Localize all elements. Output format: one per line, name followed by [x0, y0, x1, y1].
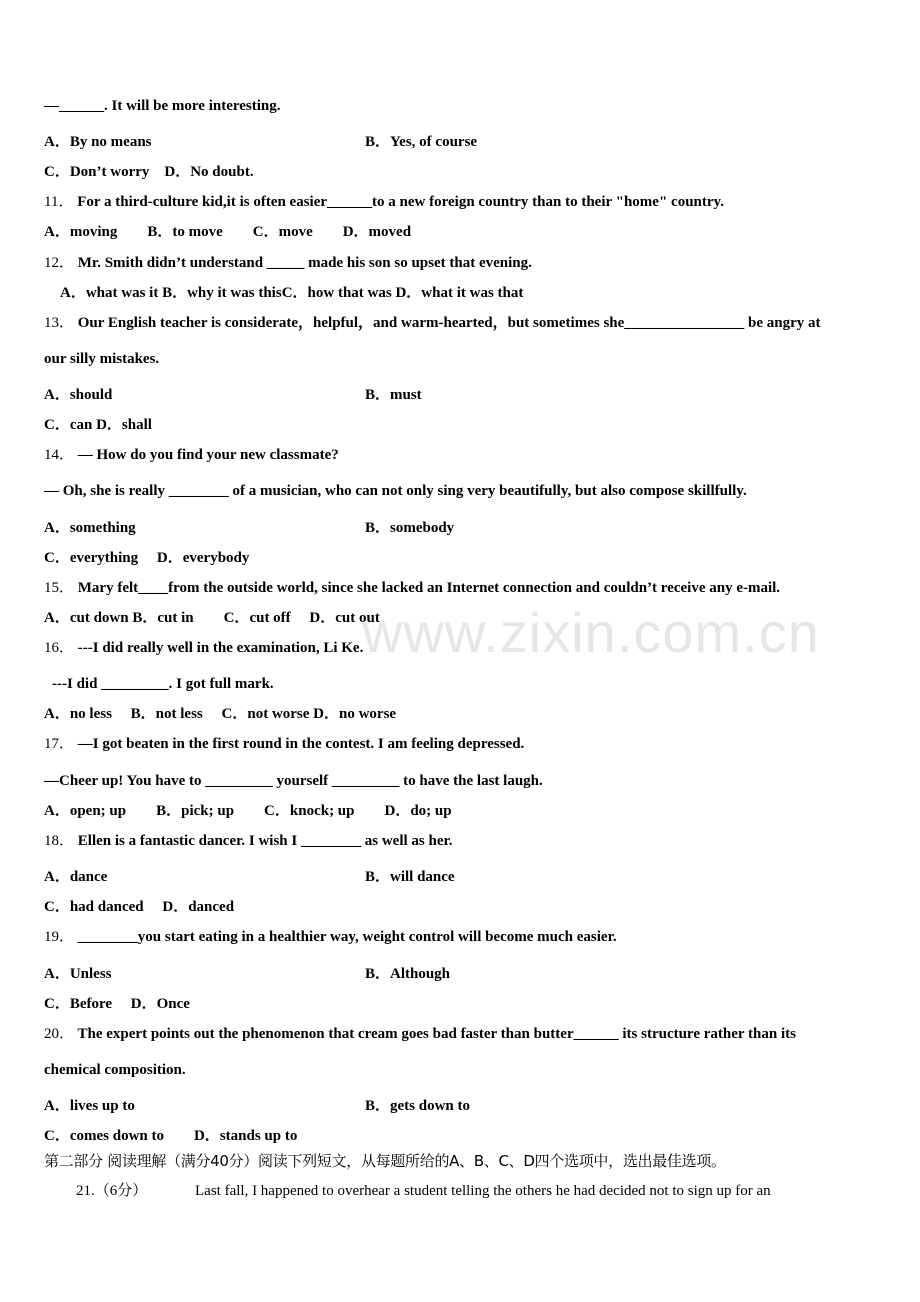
q14-options-cd: C．everything D．everybody — [44, 550, 250, 566]
q11-line — [44, 192, 724, 212]
q10-options-cd: C．Don’t worry D．No doubt. — [44, 164, 254, 180]
q14-continuation: — Oh, she is really ________ of a musician, who can not only sing very beautifully, but also compose skillfully. — [44, 483, 747, 499]
q15-number: 15． — [44, 580, 75, 596]
q10-tail: —______. It will be more interesting. — [44, 98, 281, 114]
q20-line — [44, 1024, 796, 1044]
q14-option-a: A．something — [44, 520, 136, 536]
q13-line — [44, 313, 821, 333]
q20-number: 20． — [44, 1026, 75, 1042]
q11-text: For a third-culture kid,it is often easier______to a new foreign country than to their "home" country. — [77, 194, 724, 210]
q14-option-b: B．somebody — [365, 520, 455, 536]
q16-line — [44, 638, 363, 658]
q18-option-b: B．will dance — [365, 869, 455, 885]
q20-text: The expert points out the phenomenon that cream goes bad faster than butter______ its structure rather than its — [77, 1026, 796, 1042]
q19-text: ________you start eating in a healthier way, weight control will become much easier. — [77, 929, 617, 945]
q13-option-b: B．must — [365, 387, 422, 403]
q16-number: 16． — [44, 640, 75, 656]
q16-continuation: ---I did _________. I got full mark. — [52, 676, 274, 692]
q17-number: 17． — [44, 736, 75, 752]
q19-options-cd: C．Before D．Once — [44, 996, 190, 1012]
q14-line — [44, 445, 339, 465]
q10-option-b: B．Yes, of course — [365, 134, 478, 150]
q15-text: Mary felt____from the outside world, since she lacked an Internet connection and couldn’t receive any e-mail. — [77, 580, 781, 596]
q18-number: 18． — [44, 833, 75, 849]
q20-options-cd: C．comes down to D．stands up to — [44, 1128, 298, 1144]
q16-options: A．no less B．not less C．not worse D．no worse — [44, 706, 397, 722]
q20-option-a: A．lives up to — [44, 1098, 135, 1114]
q17-line — [44, 734, 524, 754]
q12-number: 12． — [44, 255, 75, 271]
q17-continuation: —Cheer up! You have to _________ yourself _________ to have the last laugh. — [44, 773, 543, 789]
q14-number: 14． — [44, 447, 75, 463]
q21-passage-line — [76, 1181, 771, 1201]
q14-text: — How do you find your new classmate? — [77, 447, 339, 463]
q18-option-a: A．dance — [44, 869, 108, 885]
q19-option-b: B．Although — [365, 966, 451, 982]
q16-text: ---I did really well in the examination, Li Ke. — [77, 640, 364, 656]
q13-options-cd: C．can D．shall — [44, 417, 152, 433]
watermark: www.zixin.com.cn — [362, 601, 820, 664]
q13-option-a: A．should — [44, 387, 113, 403]
q19-number: 19． — [44, 929, 75, 945]
q10-option-a: A．By no means — [44, 134, 152, 150]
q11-number: 11． — [44, 194, 74, 210]
q18-line — [44, 831, 453, 851]
q11-options: A．moving B．to move C．move D．moved — [44, 224, 412, 240]
q13-number: 13． — [44, 315, 75, 331]
q12-line — [44, 253, 532, 273]
q15-options: A．cut down B．cut in C．cut off D．cut out — [44, 610, 380, 626]
section-heading: 第二部分 阅读理解（满分40分）阅读下列短文，从每题所给的A、B、C、D四个选项中，选出最佳选项。 — [44, 1152, 726, 1170]
q20-option-b: B．gets down to — [365, 1098, 471, 1114]
q13-text: Our English teacher is considerate，helpful，and warm-hearted，but sometimes she________________ be angry at — [77, 315, 821, 331]
q20-continuation: chemical composition. — [44, 1062, 186, 1078]
q18-options-cd: C．had danced D．danced — [44, 899, 235, 915]
q17-options: A．open; up B．pick; up C．knock; up D．do; up — [44, 803, 452, 819]
q12-text: Mr. Smith didn’t understand _____ made his son so upset that evening. — [77, 255, 532, 271]
q19-line — [44, 927, 617, 947]
q12-options: A．what was it B．why it was thisC．how that was D．what it was that — [60, 285, 524, 301]
q18-text: Ellen is a fantastic dancer. I wish I ________ as well as her. — [77, 833, 453, 849]
q13-continuation: our silly mistakes. — [44, 351, 160, 367]
q21-passage-text: Last fall, I happened to overhear a student telling the others he had decided not to sign up for an — [195, 1183, 771, 1199]
q21-number: 21.（6分） — [76, 1183, 148, 1199]
q17-text: —I got beaten in the first round in the contest. I am feeling depressed. — [77, 736, 525, 752]
q19-option-a: A．Unless — [44, 966, 112, 982]
q15-line — [44, 578, 780, 598]
